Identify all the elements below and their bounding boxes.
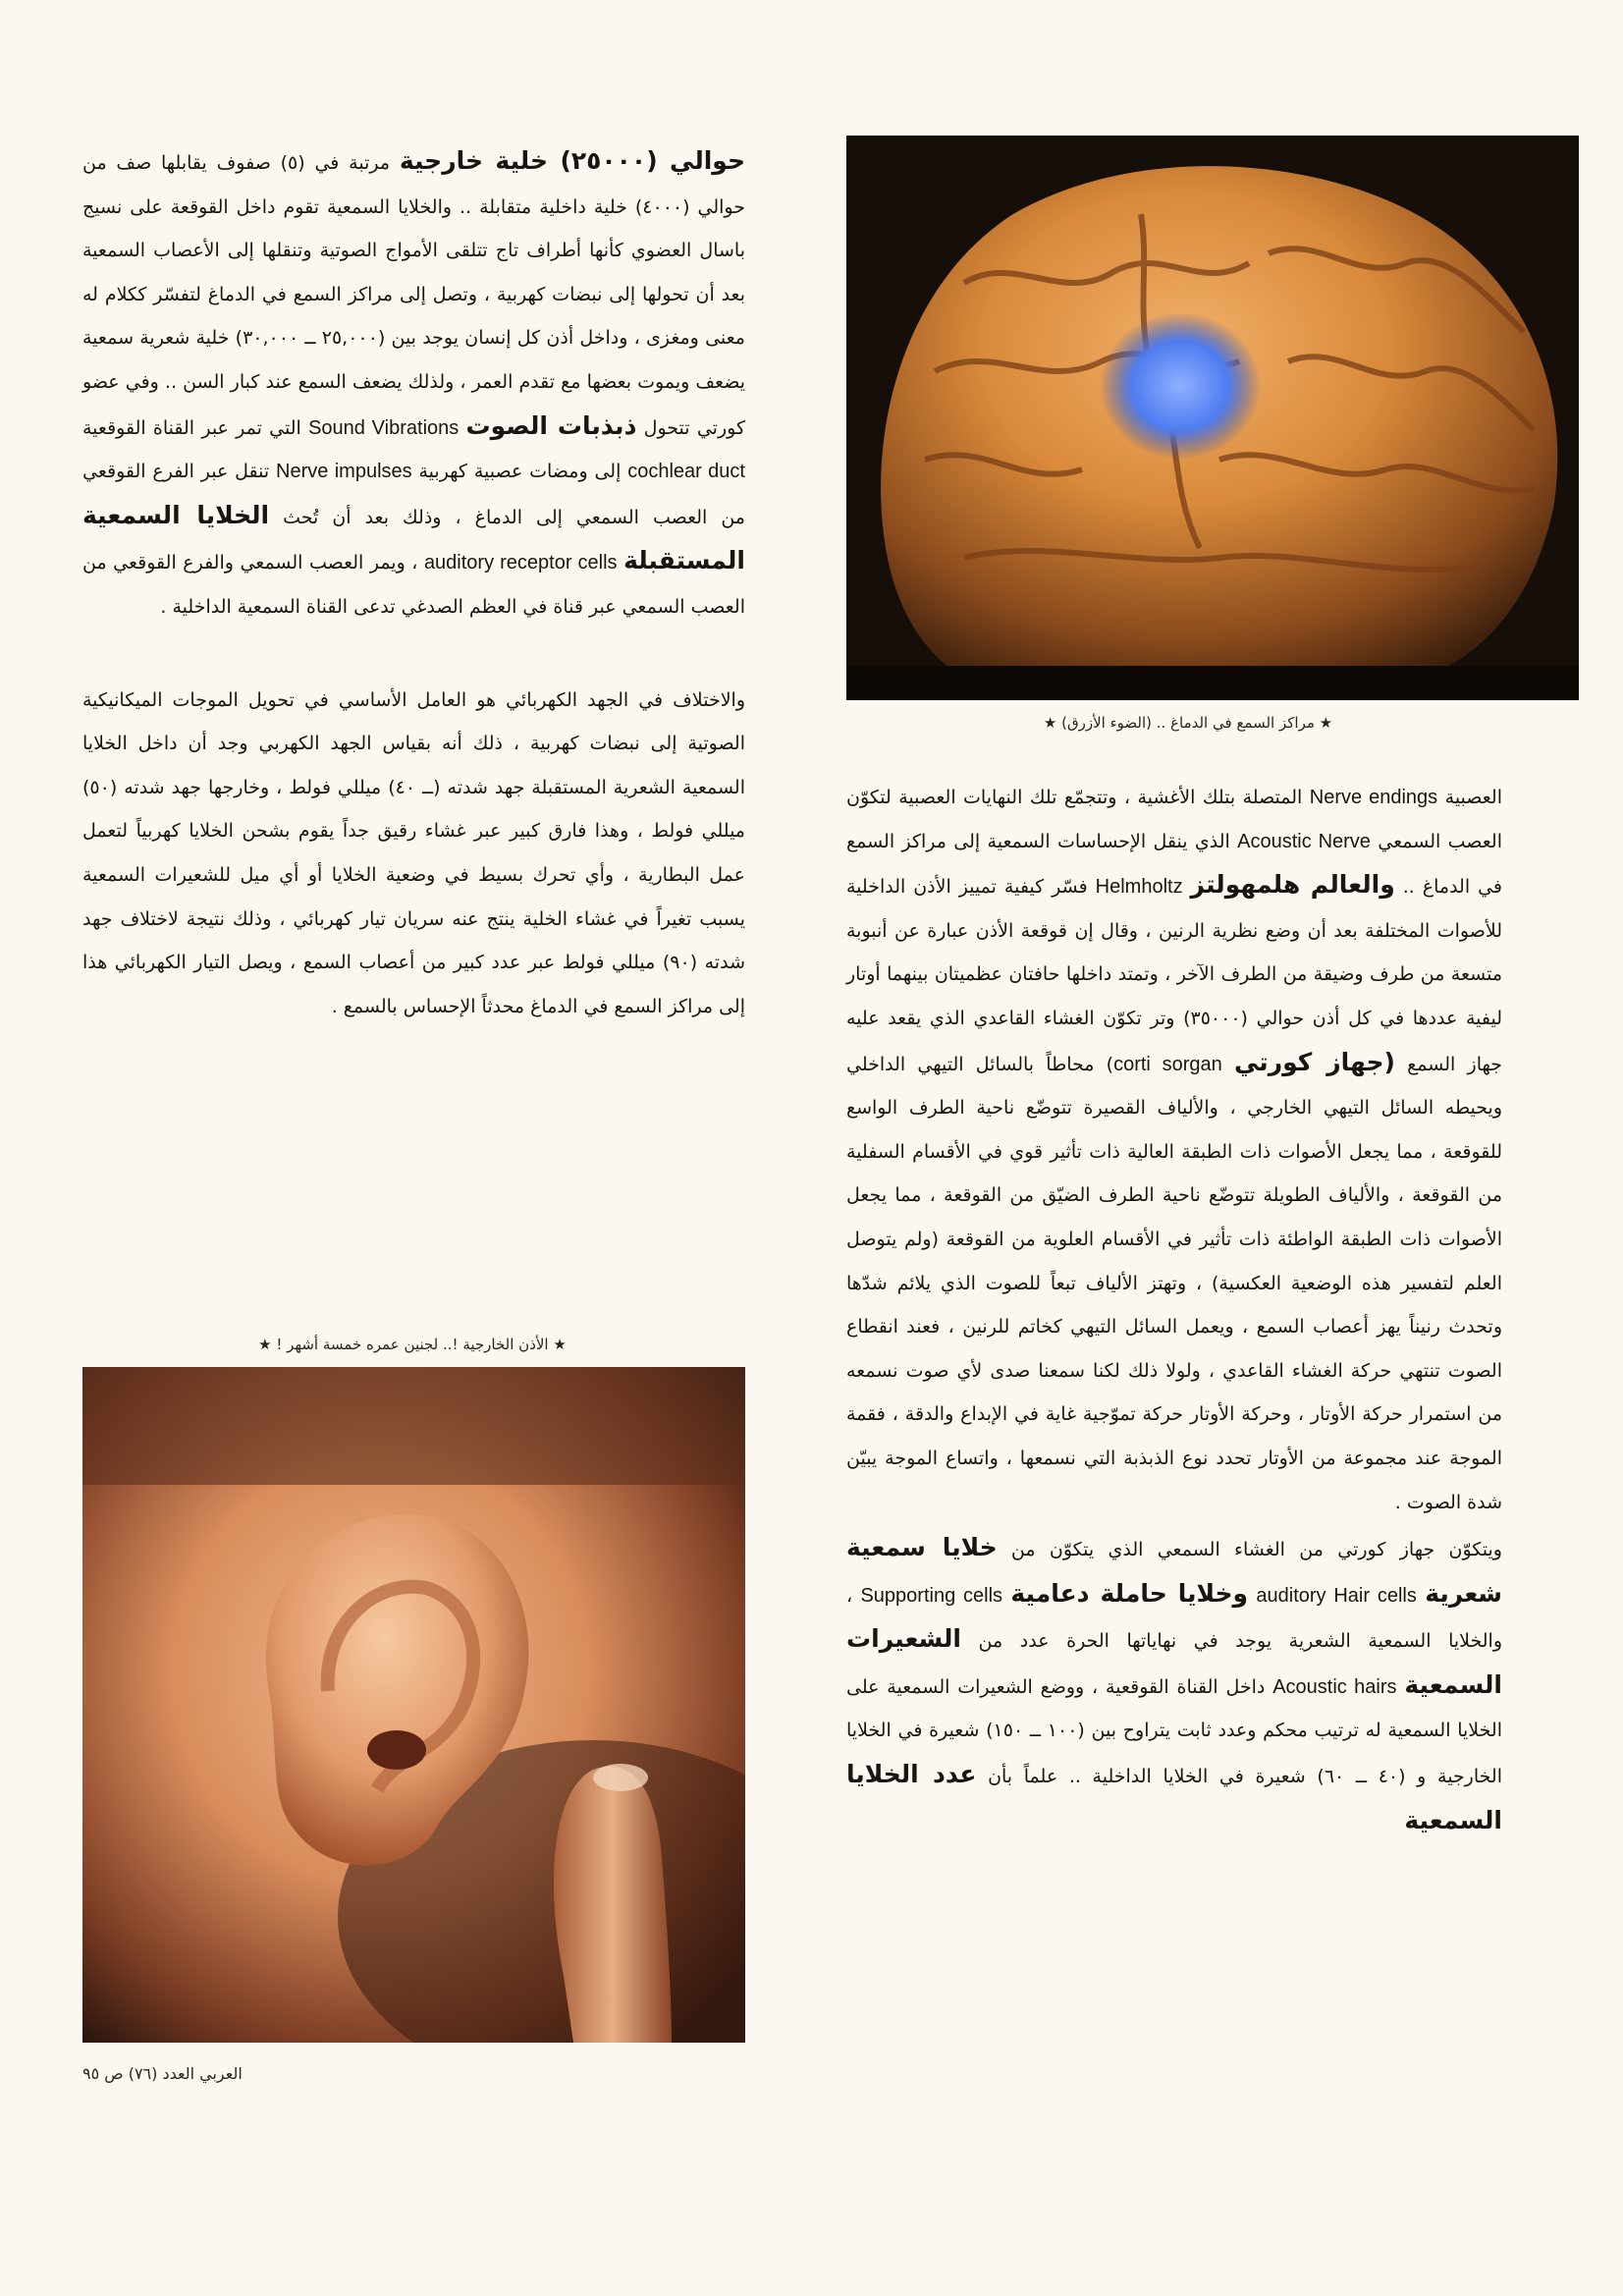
fetal-ear-image: [82, 1367, 745, 2043]
left-paragraph-2: والاختلاف في الجهد الكهربائي هو العامل الأساسي في تحويل الموجات الميكانيكية الصوتية إلى نبضات كهربية ، ذلك أنه بقياس الجهد الكهربي وجد أن داخل الخلايا السمعية الشعرية المستقبلة جهد شدته (ــ ٤٠) ميللي فولط ، وخارجها جهد شدته (٥٠) ميللي فولط ، وهذا فارق كبير عبر غشاء رقيق جداً يقوم بشحن الخلايا كهربياً لتعمل عمل البطارية ، وأي تحرك بسيط في وضعية الخلايا أو أي ميل للشعيرات السمعية يسبب تغيراً في غشاء الخلية ينتج عنه سريان تيار كهربائي ، وذلك نتيجة لاختلاف جهد شدته (٩٠) ميللي فولط عبر عدد كبير من أعصاب السمع ، ويصل التيار الكهربائي هذا إلى مراكز السمع في الدماغ محدثاً الإحساس بالسمع .: [82, 688, 745, 1017]
bold-term: ذبذبات الصوت: [465, 410, 637, 440]
text-run: [1222, 1054, 1234, 1075]
right-column: [846, 776, 1502, 1844]
latin-term: cochlear duct: [627, 461, 745, 483]
text-run: العصبية: [1437, 787, 1503, 808]
latin-term: Acoustic hairs: [1272, 1675, 1397, 1698]
latin-term: auditory Hair cells: [1256, 1584, 1417, 1607]
text-run: ، ويمر العصب السمعي والفرع القوقعي من العصب السمعي عبر قناة في العظم الصدغي تدعى القناة السمعية الداخلية .: [82, 552, 745, 618]
ear-caption: ★ الأذن الخارجية !.. لجنين عمره خمسة أشهر ! ★: [258, 1336, 567, 1353]
latin-term: auditory receptor cells: [423, 552, 618, 574]
latin-term: Nerve endings: [1309, 787, 1438, 808]
text-run: الذي ينقل الإحساسات السمعية إلى مراكز السمع في الدماغ ..: [846, 830, 1502, 899]
latin-term: Helmholtz: [1095, 876, 1183, 899]
page-folio: العربي العدد (٧٦) ص ٩٥: [82, 2064, 243, 2083]
text-run: [459, 417, 465, 439]
text-run: مرتبة في (٥) صفوف يقابلها صف من حوالي (٤٠٠٠) خلية داخلية متقابلة .. والخلايا السمعية تقوم داخل القوقعة على نسيج باسال العضوي كأنها أطراف تاج تتلقى الأمواج الصوتية وتنقلها إلى الأعصاب السمعية بعد أن تحولها إلى نبضات كهربية ، وتصل إلى مراكز السمع في الدماغ لتفسّر ككلام له معنى ومغزى ، وداخل أذن كل إنسان يوجد بين (٢٥,٠٠٠ ــ ٣٠,٠٠٠) خلية شعرية سمعية يضعف ويموت بعضها مع تقدم العمر ، ولذلك يضعف السمع عند كبار السن .. وفي عضو كورتي تتحول: [82, 152, 745, 439]
text-run: ، والخلايا السمعية الشعرية يوجد في نهاياتها الحرة عدد من: [846, 1584, 1502, 1653]
text-run: تنقل عبر الفرع القوقعي من العصب السمعي إلى الدماغ ، وذلك بعد أن تُحث: [82, 461, 745, 528]
latin-term: corti sorgan: [1113, 1053, 1222, 1075]
text-run: إلى ومضات عصبية كهربية: [411, 461, 628, 483]
left-column: [82, 139, 745, 1028]
text-run: داخل القناة القوقعية ، ووضع الشعيرات السمعية على الخلايا السمعية له ترتيب محكم وعدد ثابت يتراوح بين (١٠٠ ــ ١٥٠) شعيرة في الخلايا الخارجية و (٤٠ ــ ٦٠) شعيرة في الخلايا الداخلية .. علماً بأن: [846, 1675, 1502, 1788]
brain-image: [846, 136, 1579, 700]
brain-caption: ★ مراكز السمع في الدماغ .. (الضوء الأزرق) ★: [1043, 714, 1333, 732]
text-run: ويتكوّن جهاز كورتي من الغشاء السمعي الذي يتكوّن من: [997, 1539, 1502, 1561]
bold-term: حوالي (٢٥٠٠٠) خلية خارجية: [399, 146, 745, 175]
ear-photo: [82, 1367, 745, 2043]
bold-term: (جهاز كورتي: [1234, 1047, 1395, 1076]
right-paragraph-2: [846, 1526, 1502, 1844]
text-run: [1183, 876, 1191, 898]
right-paragraph-1: [846, 776, 1502, 1524]
bold-term: الشعيرات السمعية: [846, 1624, 1502, 1699]
text-run: ) محاطاً بالسائل التيهي الداخلي ويحيطه السائل التيهي الخارجي ، والألياف القصيرة تتوضّع ناحية الطرف الواسع للقوقعة ، مما يجعل الأصوات ذات الطبقة العالية ذات تأثير قوي في الأقسام السفلية من القوقعة ، والألياف الطويلة تتوضّع ناحية الطرف الضيّق من القوقعة ، مما يجعل الأصوات ذات الطبقة الواطئة ذات تأثير في الأقسام العلوية من القوقعة (ولم يتوصل العلم لتفسير هذه الوضعية العكسية) ، وتهتز الألياف تبعاً للصوت الذي يلائم شدّها وتحدث رنيناً يهز أعصاب السمع ، ويعمل السائل التيهي كخاتم للرنين ، فعند انقطاع الصوت تنتهي حركة الغشاء القاعدي ، ولولا ذلك لكنا سمعنا صدى لأي صوت نسمعه من استمرار حركة الأوتار ، وحركة الأوتار حركة تموّجية غاية في الإبداع والدقة ، فقمة الموجة عند مجموعة من الأوتار تحدد نوع الذبذبة التي نسمعها ، واتساع الموجة يبيّن شدة الصوت .: [846, 1053, 1502, 1513]
text-run: [1417, 1585, 1425, 1607]
bold-term: والعالم هلمهولتز: [1190, 870, 1395, 900]
text-run: فسّر كيفية تمييز الأذن الداخلية للأصوات المختلفة بعد أن وضع نظرية الرنين ، وقال إن قوقعة الأذن عبارة عن أنبوبة متسعة من طرف وضيقة من الطرف الآخر ، وتمتد داخلها حافتان عظميتان بينهما أوتار ليفية عددها في كل أذن حوالي (٣٥٠٠٠) وتر تكوّن الغشاء القاعدي الذي يقعد عليه جهاز السمع: [846, 876, 1502, 1075]
left-paragraph-1: [82, 139, 745, 629]
bold-term: الخلايا السمعية المستقبلة: [82, 500, 745, 575]
latin-term: Nerve impulses: [276, 461, 412, 483]
text-run: التي تمر عبر القناة القوقعية: [82, 416, 309, 439]
bold-term: عدد الخلايا السمعية: [846, 1760, 1502, 1834]
bold-term: وخلايا حاملة دعامية: [1010, 1578, 1249, 1608]
bold-term: خلايا سمعية شعرية: [846, 1533, 1503, 1608]
text-run: المتصلة بتلك الأغشية ، وتتجمّع تلك النهايات العصبية لتكوّن العصب السمعي: [846, 787, 1503, 852]
latin-term: Acoustic Nerve: [1237, 830, 1371, 852]
latin-term: Supporting cells: [860, 1584, 1003, 1607]
brain-photo: [846, 136, 1579, 700]
latin-term: Sound Vibrations: [308, 416, 460, 439]
